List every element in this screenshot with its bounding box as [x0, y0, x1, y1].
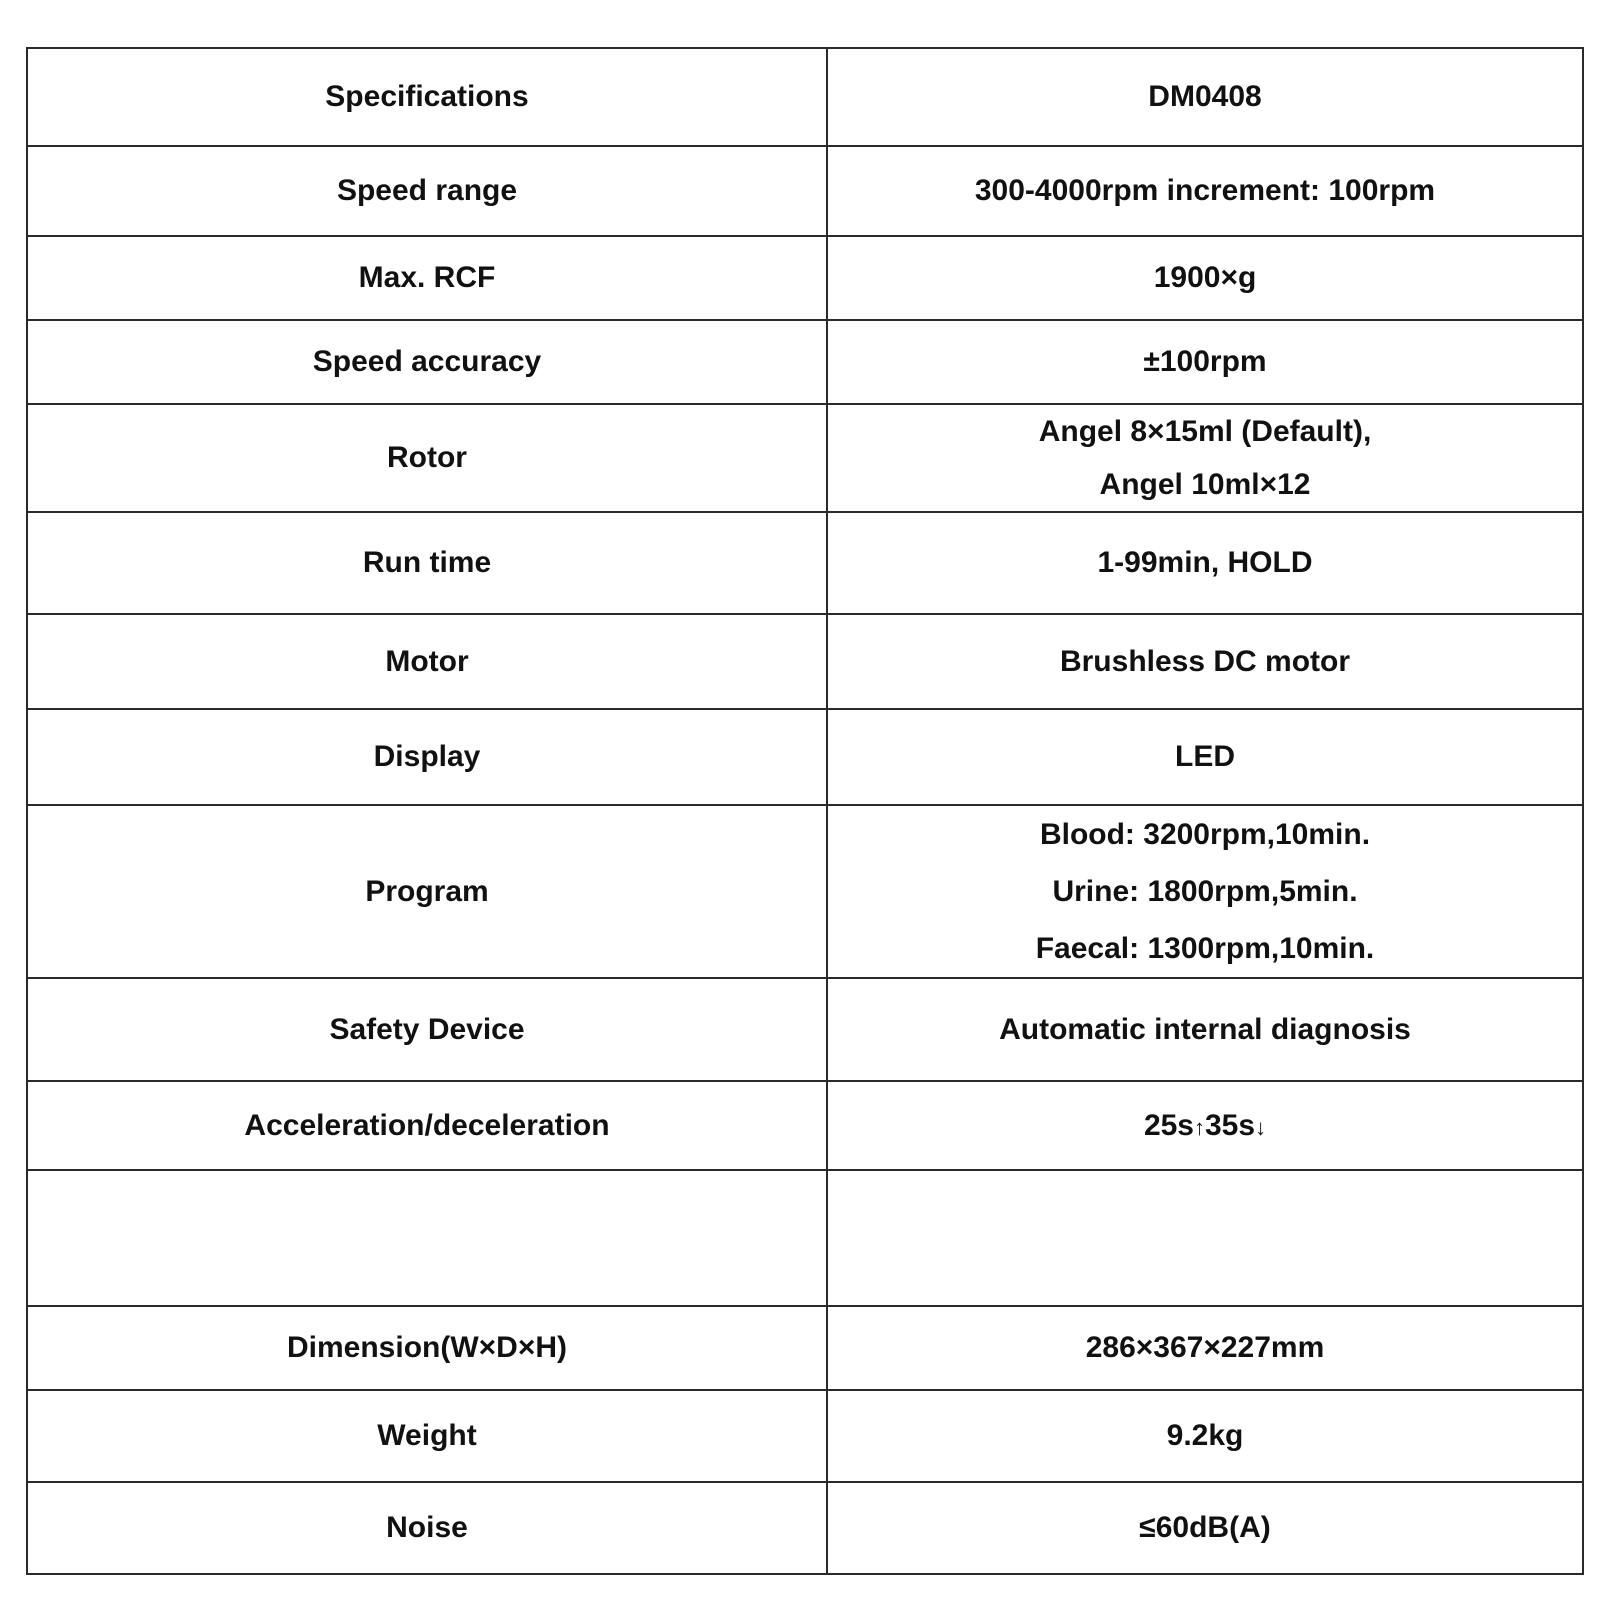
- arrow-up-icon: ↑: [1194, 1114, 1205, 1140]
- value-program: [827, 805, 1583, 978]
- label-display: Display: [27, 709, 827, 805]
- label-blank: [27, 1170, 827, 1306]
- table-row-max-rcf: [27, 236, 1583, 320]
- specifications-table: [26, 47, 1584, 1575]
- value-run-time: 1-99min, HOLD: [827, 512, 1583, 614]
- table-row-dimension: [27, 1306, 1583, 1390]
- table-row-run-time: [27, 512, 1583, 614]
- label-acceleration: Acceleration/deceleration: [27, 1081, 827, 1170]
- table-row-acceleration: [27, 1081, 1583, 1170]
- table-row-noise: [27, 1482, 1583, 1574]
- label-safety-device: Safety Device: [27, 978, 827, 1081]
- label-run-time: Run time: [27, 512, 827, 614]
- label-speed-accuracy: Speed accuracy: [27, 320, 827, 404]
- program-blood: Blood: 3200rpm,10min.: [1039, 818, 1371, 851]
- table-row-safety-device: [27, 978, 1583, 1081]
- header-cell-specifications: Specifications: [27, 48, 827, 146]
- table-row-blank: [27, 1170, 1583, 1306]
- value-noise: ≤60dB(A): [827, 1482, 1583, 1574]
- value-motor: Brushless DC motor: [827, 614, 1583, 709]
- table-row-speed-range: [27, 146, 1583, 236]
- table-row-rotor: [27, 404, 1583, 512]
- label-motor: Motor: [27, 614, 827, 709]
- value-acceleration: [827, 1081, 1583, 1170]
- deceleration-time: 35s: [1205, 1108, 1256, 1142]
- label-dimension: Dimension(W×D×H): [27, 1306, 827, 1390]
- label-speed-range: Speed range: [27, 146, 827, 236]
- rotor-option-1: Angel 8×15ml (Default),: [1038, 415, 1372, 448]
- label-rotor: Rotor: [27, 404, 827, 512]
- value-rotor: [827, 404, 1583, 512]
- table-row-weight: [27, 1390, 1583, 1482]
- value-dimension: 286×367×227mm: [827, 1306, 1583, 1390]
- label-max-rcf: Max. RCF: [27, 236, 827, 320]
- arrow-down-icon: ↓: [1255, 1114, 1267, 1140]
- program-faecal: Faecal: 1300rpm,10min.: [1035, 932, 1375, 965]
- rotor-option-2: Angel 10ml×12: [1099, 468, 1311, 501]
- value-weight: 9.2kg: [827, 1390, 1583, 1482]
- label-weight: Weight: [27, 1390, 827, 1482]
- program-urine: Urine: 1800rpm,5min.: [1052, 875, 1358, 908]
- table-row-display: [27, 709, 1583, 805]
- value-max-rcf: 1900×g: [827, 236, 1583, 320]
- header-cell-model: DM0408: [827, 48, 1583, 146]
- value-speed-accuracy: ±100rpm: [827, 320, 1583, 404]
- label-noise: Noise: [27, 1482, 827, 1574]
- value-display: LED: [827, 709, 1583, 805]
- acceleration-time: 25s: [1143, 1108, 1194, 1142]
- table-row-program: [27, 805, 1583, 978]
- table-row-header: [27, 48, 1583, 146]
- label-program: Program: [27, 805, 827, 978]
- value-safety-device: Automatic internal diagnosis: [827, 978, 1583, 1081]
- table-row-speed-accuracy: [27, 320, 1583, 404]
- table-row-motor: [27, 614, 1583, 709]
- value-speed-range: 300-4000rpm increment: 100rpm: [827, 146, 1583, 236]
- value-blank: [827, 1170, 1583, 1306]
